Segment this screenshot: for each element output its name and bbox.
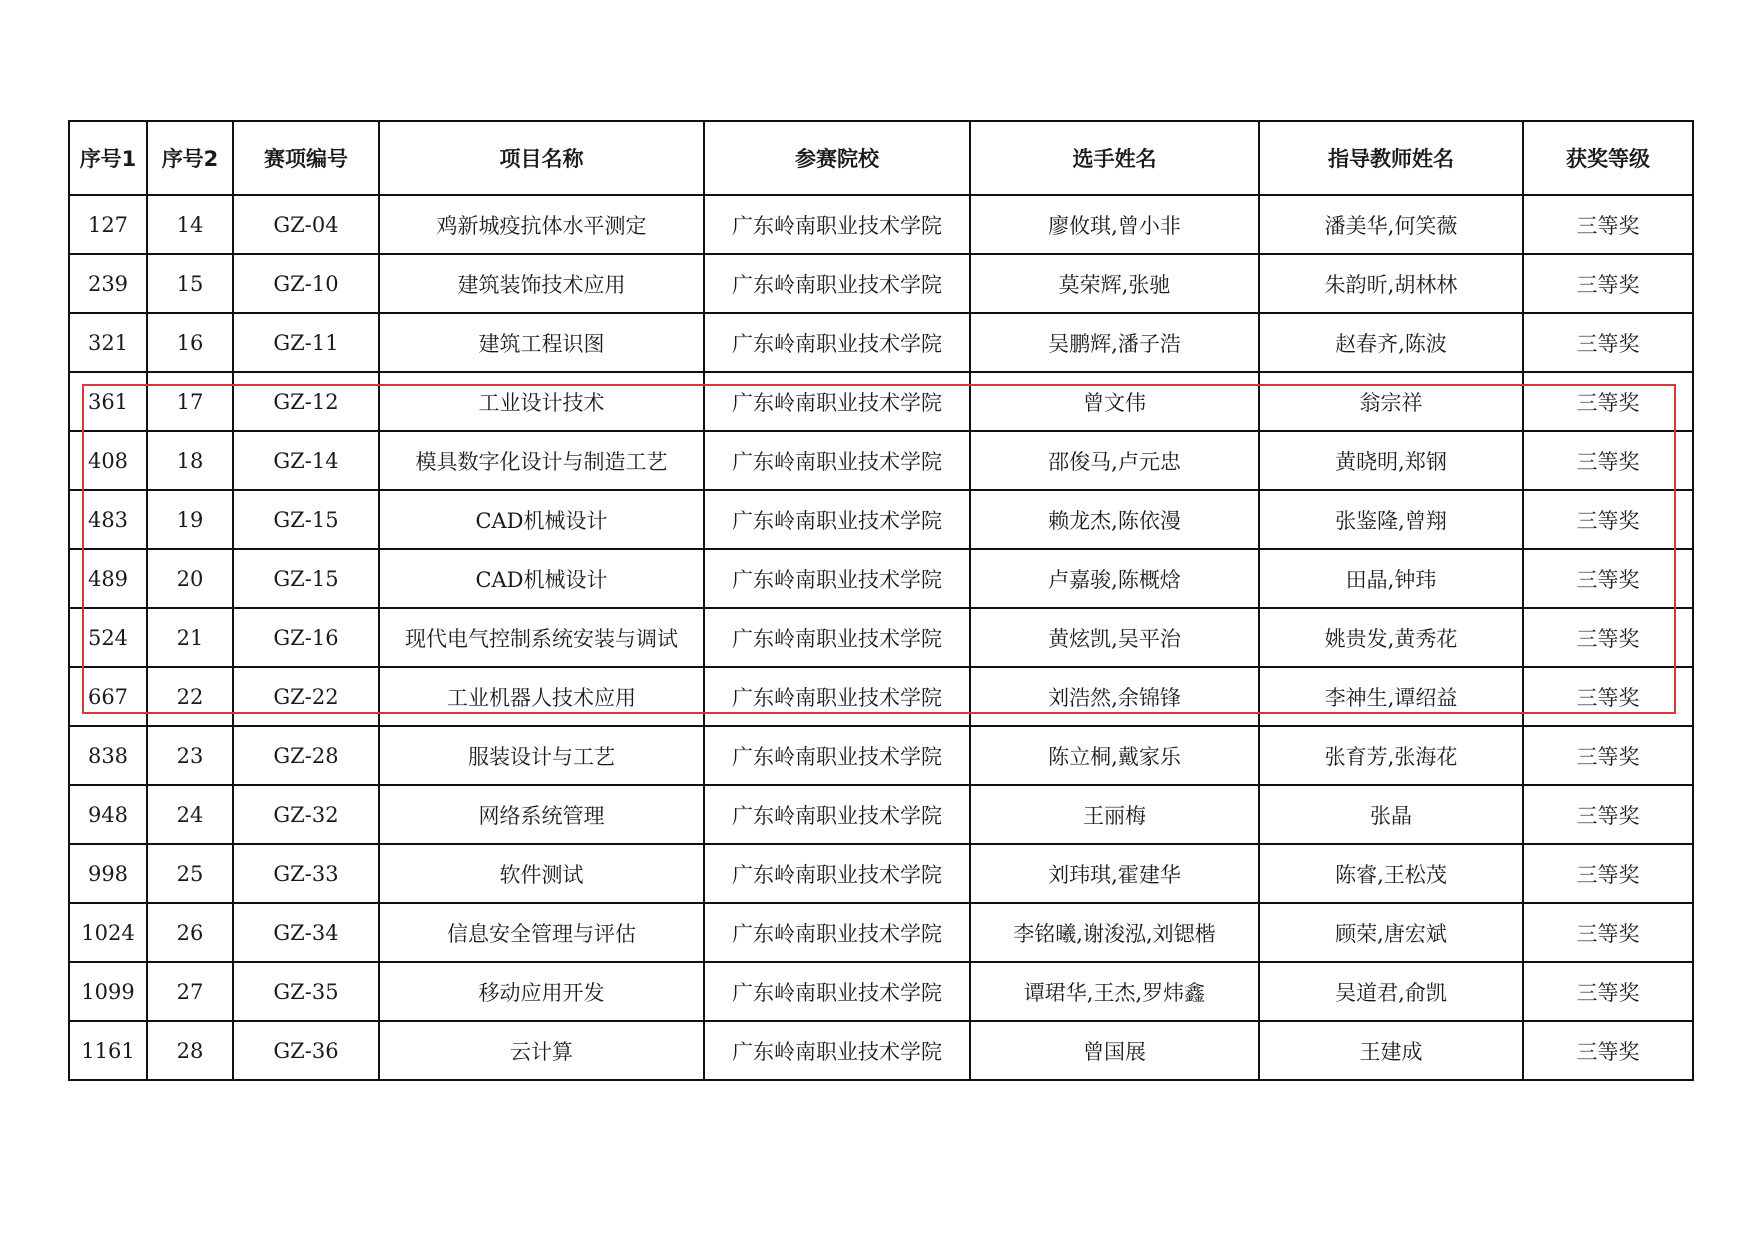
instructors-cell: 翁宗祥	[1259, 372, 1523, 431]
seq2-cell: 28	[147, 1021, 233, 1080]
project-name-cell: 建筑工程识图	[379, 313, 704, 372]
award-level-cell: 三等奖	[1523, 254, 1693, 313]
instructors-cell: 潘美华,何笑薇	[1259, 195, 1523, 254]
instructors-cell: 顾荣,唐宏斌	[1259, 903, 1523, 962]
seq1-cell: 948	[69, 785, 147, 844]
school-cell: 广东岭南职业技术学院	[704, 667, 970, 726]
instructors-cell: 吴道君,俞凯	[1259, 962, 1523, 1021]
award-level-cell: 三等奖	[1523, 667, 1693, 726]
project-name-cell: 服装设计与工艺	[379, 726, 704, 785]
seq2-cell: 16	[147, 313, 233, 372]
project-name-cell: 云计算	[379, 1021, 704, 1080]
instructors-cell: 张晶	[1259, 785, 1523, 844]
school-cell: 广东岭南职业技术学院	[704, 608, 970, 667]
table-row	[69, 431, 1693, 490]
event-code-cell: GZ-33	[233, 844, 379, 903]
table-row	[69, 844, 1693, 903]
award-level-cell: 三等奖	[1523, 962, 1693, 1021]
seq2-cell: 19	[147, 490, 233, 549]
project-name-cell: 工业设计技术	[379, 372, 704, 431]
award-level-cell: 三等奖	[1523, 1021, 1693, 1080]
seq2-cell: 15	[147, 254, 233, 313]
school-cell: 广东岭南职业技术学院	[704, 844, 970, 903]
award-level-cell: 三等奖	[1523, 549, 1693, 608]
header-event-code: 赛项编号	[233, 121, 379, 195]
project-name-cell: CAD机械设计	[379, 490, 704, 549]
contestants-cell: 廖攸琪,曾小非	[970, 195, 1259, 254]
seq1-cell: 321	[69, 313, 147, 372]
school-cell: 广东岭南职业技术学院	[704, 372, 970, 431]
project-name-cell: 鸡新城疫抗体水平测定	[379, 195, 704, 254]
seq1-cell: 489	[69, 549, 147, 608]
header-row	[69, 121, 1693, 195]
project-name-cell: 模具数字化设计与制造工艺	[379, 431, 704, 490]
seq1-cell: 239	[69, 254, 147, 313]
event-code-cell: GZ-28	[233, 726, 379, 785]
header-seq2: 序号2	[147, 121, 233, 195]
header-contestants: 选手姓名	[970, 121, 1259, 195]
instructors-cell: 王建成	[1259, 1021, 1523, 1080]
seq2-cell: 23	[147, 726, 233, 785]
table-row	[69, 608, 1693, 667]
award-level-cell: 三等奖	[1523, 195, 1693, 254]
event-code-cell: GZ-35	[233, 962, 379, 1021]
seq2-cell: 14	[147, 195, 233, 254]
award-level-cell: 三等奖	[1523, 431, 1693, 490]
instructors-cell: 张鉴隆,曾翔	[1259, 490, 1523, 549]
seq1-cell: 408	[69, 431, 147, 490]
event-code-cell: GZ-14	[233, 431, 379, 490]
seq1-cell: 1024	[69, 903, 147, 962]
contestants-cell: 曾国展	[970, 1021, 1259, 1080]
header-award-level: 获奖等级	[1523, 121, 1693, 195]
seq1-cell: 524	[69, 608, 147, 667]
table-row	[69, 667, 1693, 726]
school-cell: 广东岭南职业技术学院	[704, 490, 970, 549]
instructors-cell: 张育芳,张海花	[1259, 726, 1523, 785]
seq1-cell: 667	[69, 667, 147, 726]
contestants-cell: 陈立桐,戴家乐	[970, 726, 1259, 785]
contestants-cell: 邵俊马,卢元忠	[970, 431, 1259, 490]
award-level-cell: 三等奖	[1523, 785, 1693, 844]
contestants-cell: 赖龙杰,陈依漫	[970, 490, 1259, 549]
seq2-cell: 22	[147, 667, 233, 726]
event-code-cell: GZ-16	[233, 608, 379, 667]
header-project-name: 项目名称	[379, 121, 704, 195]
instructors-cell: 李神生,谭绍益	[1259, 667, 1523, 726]
table-row	[69, 962, 1693, 1021]
event-code-cell: GZ-15	[233, 490, 379, 549]
table-row	[69, 726, 1693, 785]
table-row	[69, 195, 1693, 254]
contestants-cell: 吴鹏辉,潘子浩	[970, 313, 1259, 372]
header-instructors: 指导教师姓名	[1259, 121, 1523, 195]
event-code-cell: GZ-12	[233, 372, 379, 431]
instructors-cell: 田晶,钟玮	[1259, 549, 1523, 608]
contestants-cell: 谭珺华,王杰,罗炜鑫	[970, 962, 1259, 1021]
event-code-cell: GZ-22	[233, 667, 379, 726]
contestants-cell: 刘玮琪,霍建华	[970, 844, 1259, 903]
header-school: 参赛院校	[704, 121, 970, 195]
table-row	[69, 903, 1693, 962]
project-name-cell: 建筑装饰技术应用	[379, 254, 704, 313]
school-cell: 广东岭南职业技术学院	[704, 1021, 970, 1080]
table-row	[69, 549, 1693, 608]
project-name-cell: 网络系统管理	[379, 785, 704, 844]
instructors-cell: 陈睿,王松茂	[1259, 844, 1523, 903]
instructors-cell: 赵春齐,陈波	[1259, 313, 1523, 372]
results-sheet	[68, 120, 1692, 1081]
award-level-cell: 三等奖	[1523, 844, 1693, 903]
contestants-cell: 黄炫凯,吴平治	[970, 608, 1259, 667]
seq2-cell: 18	[147, 431, 233, 490]
school-cell: 广东岭南职业技术学院	[704, 903, 970, 962]
contestants-cell: 曾文伟	[970, 372, 1259, 431]
school-cell: 广东岭南职业技术学院	[704, 313, 970, 372]
event-code-cell: GZ-10	[233, 254, 379, 313]
seq1-cell: 1099	[69, 962, 147, 1021]
table-row	[69, 313, 1693, 372]
instructors-cell: 黄晓明,郑钢	[1259, 431, 1523, 490]
project-name-cell: 信息安全管理与评估	[379, 903, 704, 962]
table-row	[69, 372, 1693, 431]
instructors-cell: 朱韵昕,胡林林	[1259, 254, 1523, 313]
awards-table	[68, 120, 1694, 1081]
seq2-cell: 26	[147, 903, 233, 962]
seq1-cell: 483	[69, 490, 147, 549]
seq2-cell: 21	[147, 608, 233, 667]
contestants-cell: 李铭曦,谢浚泓,刘锶楷	[970, 903, 1259, 962]
school-cell: 广东岭南职业技术学院	[704, 195, 970, 254]
table-body	[69, 195, 1693, 1080]
table-row	[69, 785, 1693, 844]
seq1-cell: 127	[69, 195, 147, 254]
event-code-cell: GZ-34	[233, 903, 379, 962]
project-name-cell: 现代电气控制系统安装与调试	[379, 608, 704, 667]
school-cell: 广东岭南职业技术学院	[704, 962, 970, 1021]
instructors-cell: 姚贵发,黄秀花	[1259, 608, 1523, 667]
seq1-cell: 998	[69, 844, 147, 903]
table-row	[69, 1021, 1693, 1080]
project-name-cell: 软件测试	[379, 844, 704, 903]
contestants-cell: 王丽梅	[970, 785, 1259, 844]
award-level-cell: 三等奖	[1523, 903, 1693, 962]
table-row	[69, 254, 1693, 313]
contestants-cell: 莫荣辉,张驰	[970, 254, 1259, 313]
school-cell: 广东岭南职业技术学院	[704, 785, 970, 844]
seq2-cell: 17	[147, 372, 233, 431]
project-name-cell: 工业机器人技术应用	[379, 667, 704, 726]
seq2-cell: 27	[147, 962, 233, 1021]
school-cell: 广东岭南职业技术学院	[704, 254, 970, 313]
table-row	[69, 490, 1693, 549]
award-level-cell: 三等奖	[1523, 490, 1693, 549]
header-seq1: 序号1	[69, 121, 147, 195]
school-cell: 广东岭南职业技术学院	[704, 726, 970, 785]
award-level-cell: 三等奖	[1523, 726, 1693, 785]
contestants-cell: 刘浩然,余锦锋	[970, 667, 1259, 726]
event-code-cell: GZ-04	[233, 195, 379, 254]
award-level-cell: 三等奖	[1523, 608, 1693, 667]
seq1-cell: 1161	[69, 1021, 147, 1080]
seq2-cell: 20	[147, 549, 233, 608]
award-level-cell: 三等奖	[1523, 372, 1693, 431]
school-cell: 广东岭南职业技术学院	[704, 549, 970, 608]
seq1-cell: 361	[69, 372, 147, 431]
event-code-cell: GZ-36	[233, 1021, 379, 1080]
project-name-cell: 移动应用开发	[379, 962, 704, 1021]
event-code-cell: GZ-32	[233, 785, 379, 844]
seq2-cell: 25	[147, 844, 233, 903]
seq2-cell: 24	[147, 785, 233, 844]
project-name-cell: CAD机械设计	[379, 549, 704, 608]
event-code-cell: GZ-11	[233, 313, 379, 372]
event-code-cell: GZ-15	[233, 549, 379, 608]
school-cell: 广东岭南职业技术学院	[704, 431, 970, 490]
seq1-cell: 838	[69, 726, 147, 785]
award-level-cell: 三等奖	[1523, 313, 1693, 372]
contestants-cell: 卢嘉骏,陈概焓	[970, 549, 1259, 608]
